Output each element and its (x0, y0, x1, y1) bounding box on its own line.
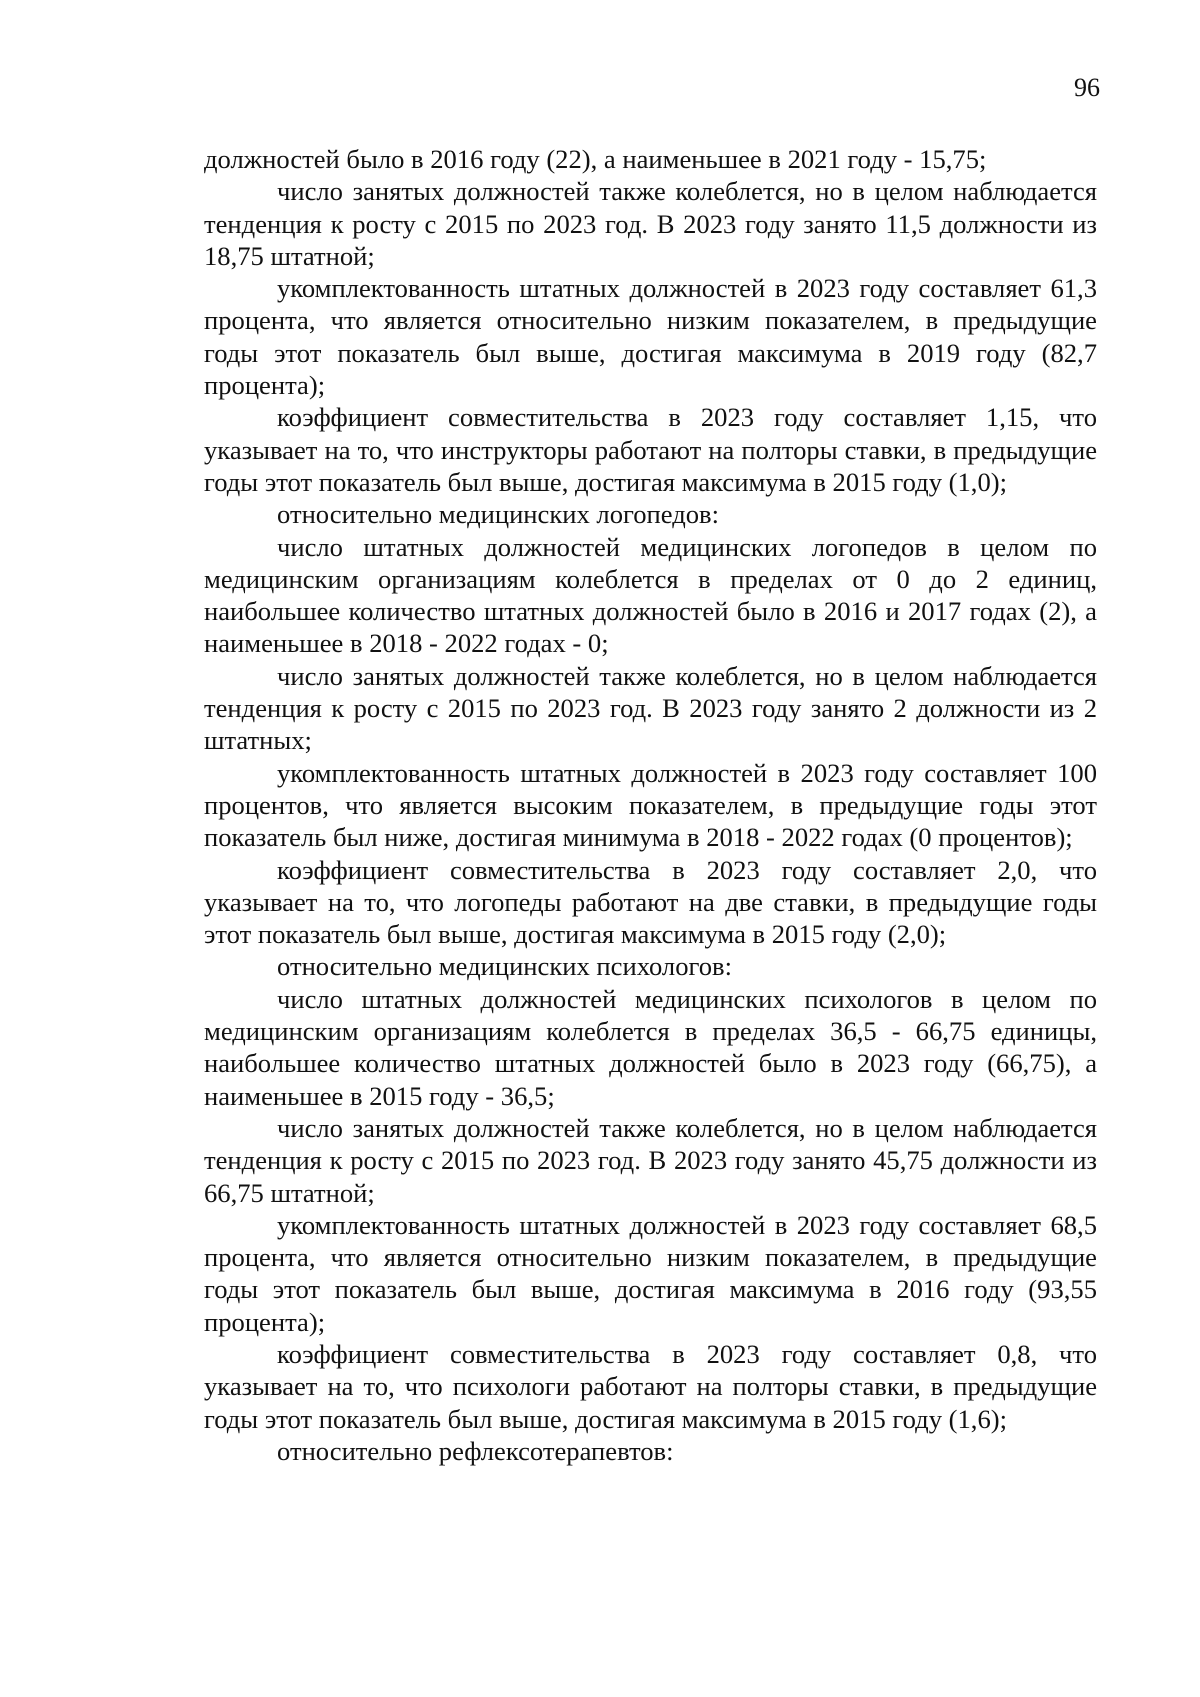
paragraph: число занятых должностей также колеблется, но в целом наблюдается тенденция к росту с 2015 по 2023 год. В 2023 году занято 45,75 должности из 66,75 штатной; (204, 1112, 1097, 1208)
paragraph: укомплектованность штатных должностей в 2023 году составляет 61,3 процента, что является относительно низким показателем, в предыдущие годы этот показатель был выше, достигая максимума в 2019 году (82,7 процента); (204, 273, 1097, 401)
page-number: 96 (1074, 73, 1100, 102)
paragraph: коэффициент совместительства в 2023 году составляет 2,0, что указывает на то, что логопеды работают на две ставки, в предыдущие годы этот показатель был выше, достигая максимума в 2015 году (2,0); (204, 854, 1097, 950)
paragraph: число занятых должностей также колеблется, но в целом наблюдается тенденция к росту с 2015 по 2023 год. В 2023 году занято 2 должности из 2 штатных; (204, 660, 1097, 756)
paragraph: укомплектованность штатных должностей в 2023 году составляет 68,5 процента, что является относительно низким показателем, в предыдущие годы этот показатель был выше, достигая максимума в 2016 году (93,55 процента); (204, 1209, 1097, 1337)
paragraph: относительно медицинских психологов: (277, 951, 732, 982)
paragraph: коэффициент совместительства в 2023 году составляет 0,8, что указывает на то, что психологи работают на полторы ставки, в предыдущие годы этот показатель был выше, достигая максимума в 2015 году (1,6); (204, 1338, 1097, 1434)
paragraph: должностей было в 2016 году (22), а наименьшее в 2021 году - 15,75; (204, 144, 987, 174)
paragraph: число занятых должностей также колеблется, но в целом наблюдается тенденция к росту с 2015 по 2023 год. В 2023 году занято 11,5 должности из 18,75 штатной; (204, 176, 1097, 271)
paragraph: число штатных должностей медицинских психологов в целом по медицинским организациям колеблется в пределах 36,5 - 66,75 единицы, наибольшее количество штатных должностей было в 2023 году (66,75), а наименьшее в 2015 году - 36,5; (204, 983, 1097, 1111)
document-body (204, 143, 1097, 1467)
paragraph: укомплектованность штатных должностей в 2023 году составляет 100 процентов, что является высоким показателем, в предыдущие годы этот показатель был ниже, достигая минимума в 2018 - 2022 годах (0 процентов); (204, 757, 1097, 853)
paragraph: относительно рефлексотерапевтов: (277, 1435, 674, 1466)
paragraph: относительно медицинских логопедов: (277, 499, 720, 530)
paragraph: коэффициент совместительства в 2023 году составляет 1,15, что указывает на то, что инструкторы работают на полторы ставки, в предыдущие годы этот показатель был выше, достигая максимума в 2015 году (1,0); (204, 402, 1097, 497)
paragraph: число штатных должностей медицинских логопедов в целом по медицинским организациям колеблется в пределах от 0 до 2 единиц, наибольшее количество штатных должностей было в 2016 и 2017 годах (2), а наименьшее в 2018 - 2022 годах - 0; (204, 531, 1097, 659)
